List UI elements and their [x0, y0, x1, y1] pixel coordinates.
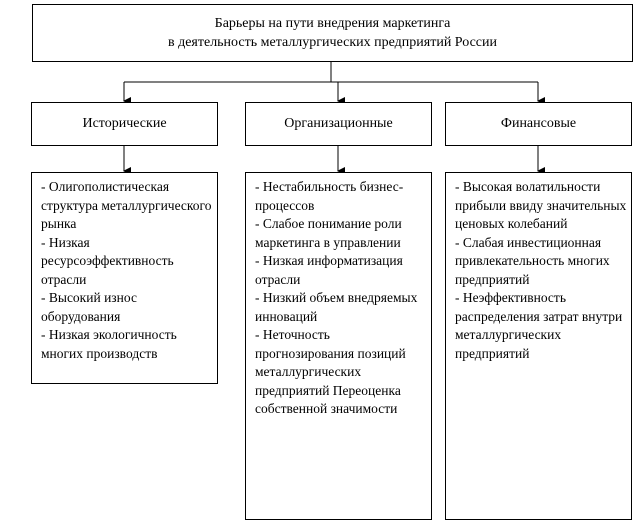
list-item: - Низкая информатизация отрасли [255, 253, 403, 287]
list-item: - Высокий износ оборудования [41, 290, 137, 324]
list-item: - Низкая экологичность многих производств [41, 327, 177, 361]
financial-barriers-list [445, 172, 632, 520]
title-line-1: Барьеры на пути внедрения маркетинга [214, 16, 451, 31]
organizational-barriers-list [245, 172, 432, 520]
diagram-title-box [32, 4, 633, 62]
category-financial-label: Финансовые [500, 116, 577, 131]
list-item: - Неточность прогнозирования позиций металлургических предприятий Переоценка собственной значимости [255, 327, 406, 416]
category-organizational-box [245, 102, 432, 146]
list-item: - Неэффективность распределения затрат внутри металлургических предприятий [455, 290, 623, 361]
list-item: - Высокая волатильности прибыли ввиду значительных ценовых колебаний [455, 179, 627, 231]
title-line-2: в деятельность металлургических предприятий России [167, 35, 498, 50]
list-item: - Слабое понимание роли маркетинга в управлении [255, 216, 402, 250]
category-organizational-label: Организационные [284, 116, 393, 131]
list-item: - Олигополистическая структура металлургического рынка [41, 179, 212, 231]
category-financial-box [445, 102, 632, 146]
list-item: - Нестабильность бизнес-процессов [255, 179, 404, 213]
historical-barriers-list [31, 172, 218, 384]
category-historical-label: Исторические [82, 116, 167, 131]
list-item: - Слабая инвестиционная привлекательность многих предприятий [455, 234, 610, 287]
category-historical-box [31, 102, 218, 146]
list-item: - Низкий объем внедряемых инноваций [255, 290, 418, 324]
list-item: - Низкая ресурсоэффективность отрасли [41, 234, 174, 287]
